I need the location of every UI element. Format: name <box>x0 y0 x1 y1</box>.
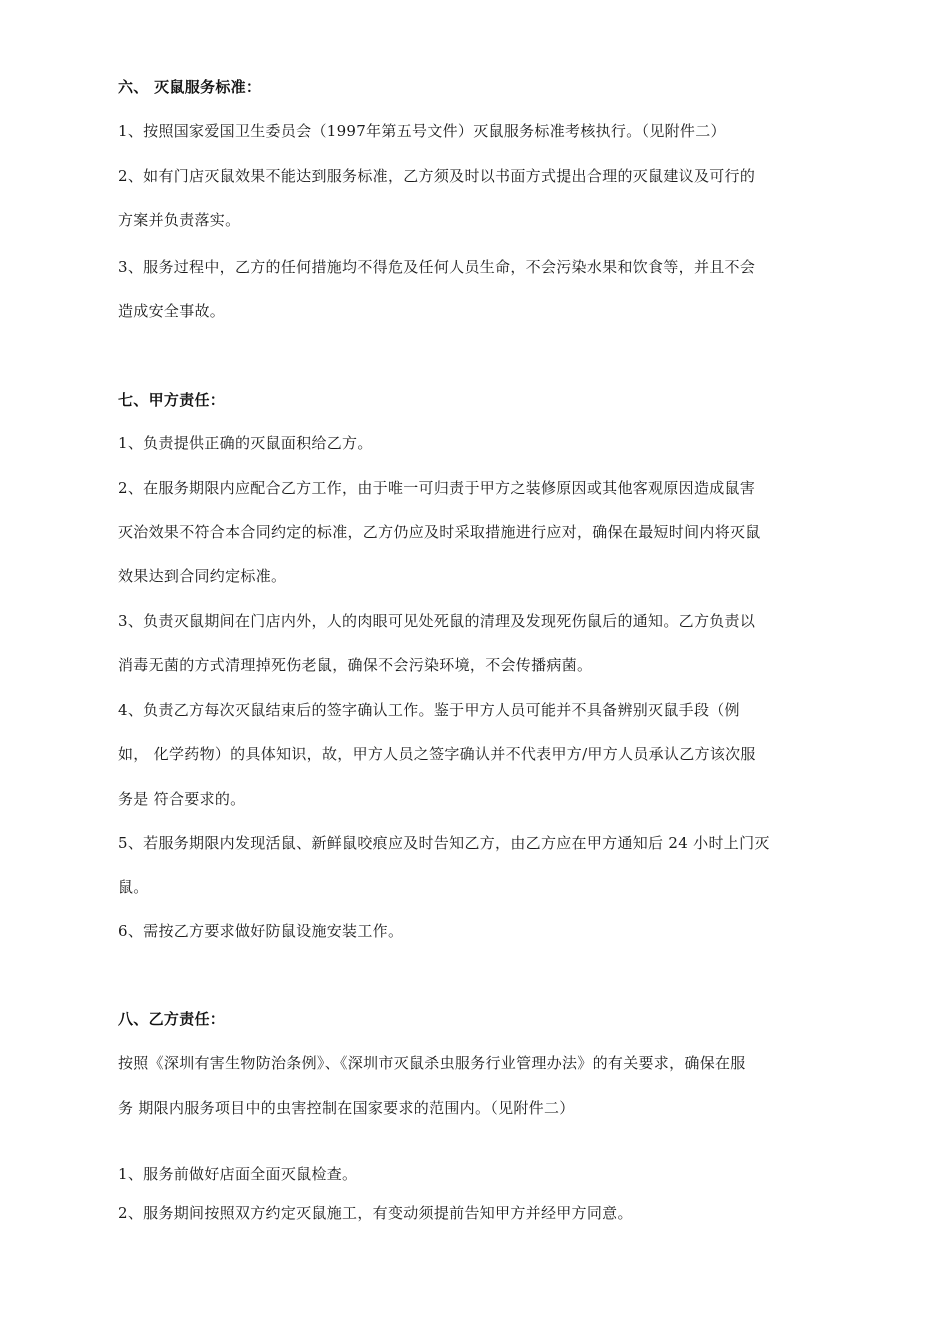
paragraph-line: 5、若服务期限内发现活鼠、新鲜鼠咬痕应及时告知乙方，由乙方应在甲方通知后 24 小时上门灭 <box>118 834 770 852</box>
paragraph-line: 3、服务过程中，乙方的任何措施均不得危及任何人员生命，不会污染水果和饮食等，并且不会 <box>118 258 756 276</box>
paragraph-line: 灭治效果不符合本合同约定的标准，乙方仍应及时采取措施进行应对，确保在最短时间内将灭鼠 <box>118 523 761 541</box>
paragraph-line: 1、按照国家爱国卫生委员会（1997年第五号文件）灭鼠服务标准考核执行。（见附件二） <box>118 122 726 140</box>
paragraph-line: 1、负责提供正确的灭鼠面积给乙方。 <box>118 434 373 452</box>
paragraph-line: 6、需按乙方要求做好防鼠设施安装工作。 <box>118 922 404 940</box>
paragraph-line: 如， 化学药物）的具体知识，故，甲方人员之签字确认并不代表甲方/甲方人员承认乙方该次服 <box>118 745 756 763</box>
paragraph-line: 3、负责灭鼠期间在门店内外，人的肉眼可见处死鼠的清理及发现死伤鼠后的通知。乙方负责以 <box>118 612 756 630</box>
paragraph-line: 1、服务前做好店面全面灭鼠检查。 <box>118 1165 358 1183</box>
paragraph-line: 务是 符合要求的。 <box>118 790 246 808</box>
paragraph-line: 2、在服务期限内应配合乙方工作，由于唯一可归责于甲方之装修原因或其他客观原因造成鼠害 <box>118 479 756 497</box>
paragraph-line: 按照《深圳有害生物防治条例》、《深圳市灭鼠杀虫服务行业管理办法》的有关要求，确保在服 <box>118 1054 746 1072</box>
paragraph-line: 造成安全事故。 <box>118 302 226 320</box>
section-heading-service-standard: 六、 灭鼠服务标准： <box>118 78 262 96</box>
section-heading-party-a-duties: 七、甲方责任： <box>118 391 226 409</box>
section-heading-party-b-duties: 八、乙方责任： <box>118 1010 226 1028</box>
paragraph-line: 务 期限内服务项目中的虫害控制在国家要求的范围内。（见附件二） <box>118 1099 575 1117</box>
paragraph-line: 鼠。 <box>118 878 149 896</box>
paragraph-line: 方案并负责落实。 <box>118 211 241 229</box>
paragraph-line: 4、负责乙方每次灭鼠结束后的签字确认工作。鉴于甲方人员可能并不具备辨别灭鼠手段（例 <box>118 701 740 719</box>
paragraph-line: 2、如有门店灭鼠效果不能达到服务标准，乙方须及时以书面方式提出合理的灭鼠建议及可行的 <box>118 167 756 185</box>
paragraph-line: 效果达到合同约定标准。 <box>118 567 287 585</box>
paragraph-line: 消毒无菌的方式清理掉死伤老鼠，确保不会污染环境，不会传播病菌。 <box>118 656 593 674</box>
paragraph-line: 2、服务期间按照双方约定灭鼠施工，有变动须提前告知甲方并经甲方同意。 <box>118 1204 633 1222</box>
